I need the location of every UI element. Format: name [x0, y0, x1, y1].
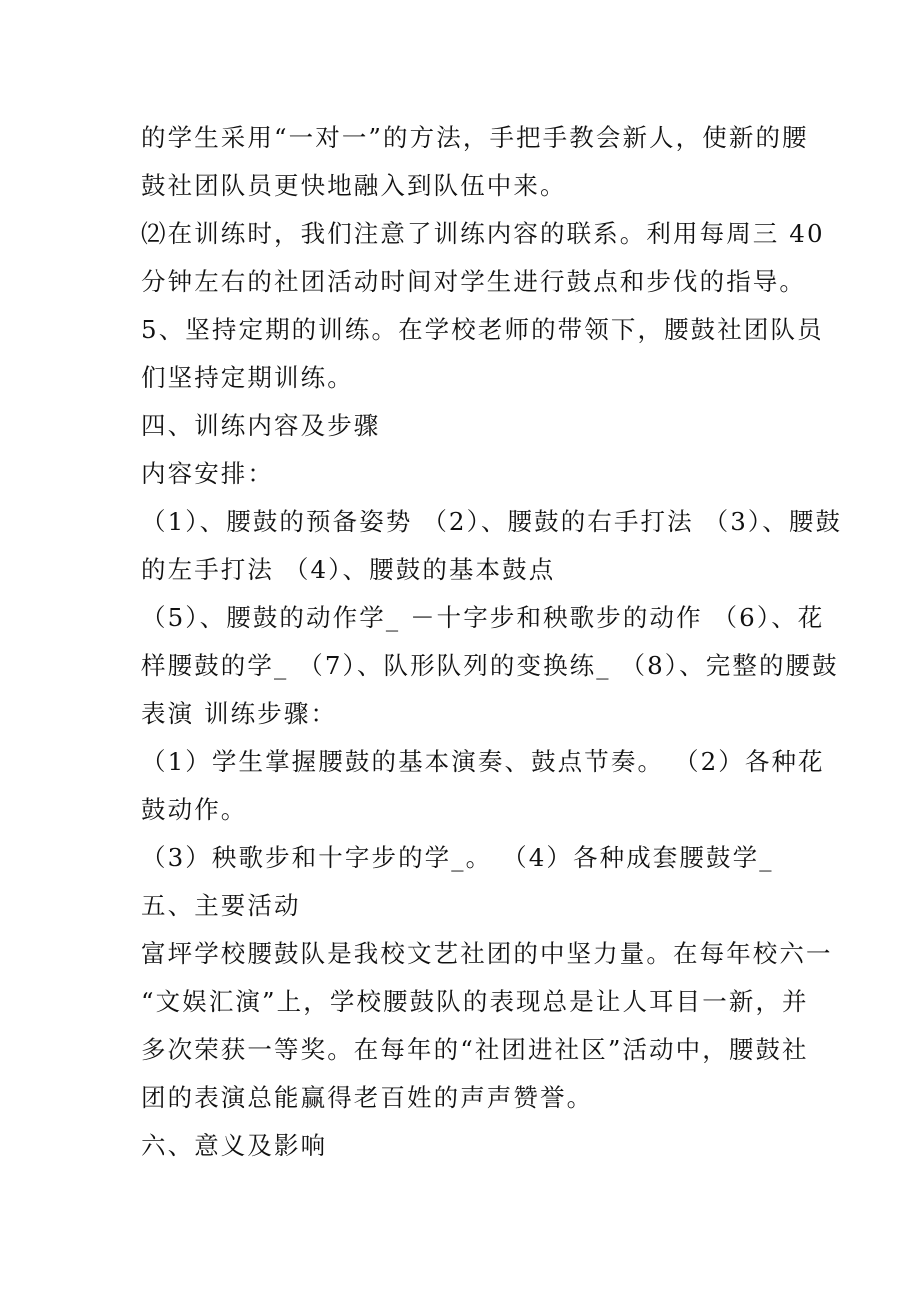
text-line: 们坚持定期训练。 [141, 363, 354, 392]
text-line: 鼓动作。 [141, 795, 248, 824]
text-line: 鼓社团队员更快地融入到队伍中来。 [141, 171, 567, 200]
text-line: “文娱汇演”上，学校腰鼓队的表现总是让人耳目一新，并 [141, 987, 809, 1016]
text-line: 团的表演总能赢得老百姓的声声赞誉。 [141, 1083, 594, 1112]
text-line: 的学生采用“一对一”的方法，手把手教会新人，使新的腰 [141, 123, 809, 152]
text-line: （5）、腰鼓的动作学_ －十字步和秧歌步的动作 （6）、花 [141, 603, 825, 632]
text-line: ⑵在训练时，我们注意了训练内容的联系。利用每周三 40 [141, 219, 825, 248]
text-line: 样腰鼓的学_ （7）、队形队列的变换练_ （8）、完整的腰鼓 [141, 651, 839, 680]
text-line: （1）学生掌握腰鼓的基本演奏、鼓点节奏。 （2）各种花 [141, 747, 825, 776]
text-line: 分钟左右的社团活动时间对学生进行鼓点和步伐的指导。 [141, 267, 806, 296]
text-line: 5、坚持定期的训练。在学校老师的带领下，腰鼓社团队员 [141, 315, 824, 344]
text-line: 多次荣获一等奖。在每年的“社团进社区”活动中，腰鼓社 [141, 1035, 809, 1064]
text-line: （3）秧歌步和十字步的学_。 （4）各种成套腰鼓学_ [141, 843, 774, 872]
section-heading: 六、意义及影响 [141, 1131, 328, 1160]
text-line: 表演 训练步骤： [141, 699, 338, 728]
section-heading: 四、训练内容及步骤 [141, 411, 381, 440]
text-line: 内容安排： [141, 459, 274, 488]
section-heading: 五、主要活动 [141, 891, 301, 920]
text-line: 富坪学校腰鼓队是我校文艺社团的中坚力量。在每年校六一 [141, 939, 833, 968]
text-line: （1）、腰鼓的预备姿势 （2）、腰鼓的右手打法 （3）、腰鼓 [141, 507, 843, 536]
document-body [141, 114, 843, 1170]
text-line: 的左手打法 （4）、腰鼓的基本鼓点 [141, 555, 556, 584]
